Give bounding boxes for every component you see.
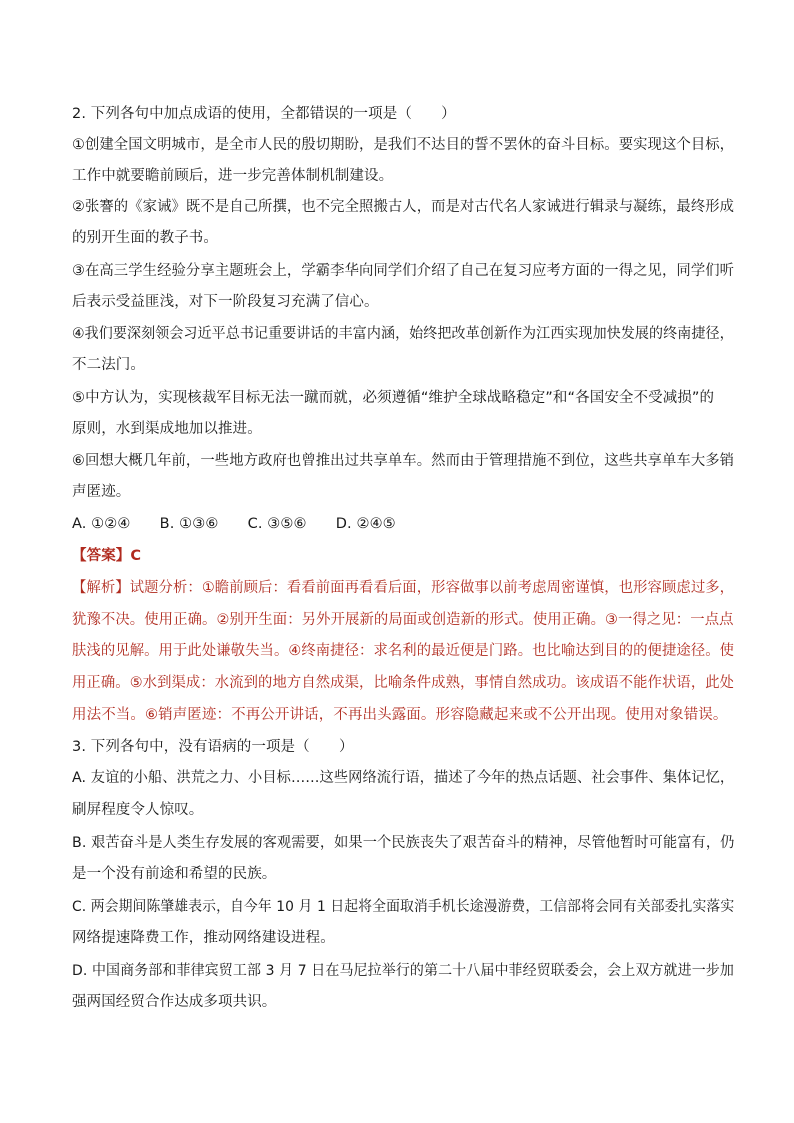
analysis-line-5: 用法不当。⑥销声匿迹：不再公开讲话，不再出头露面。形容隐藏起来或不公开出现。使用对象错误。 xyxy=(72,707,728,723)
question-2-stem: 2. 下列各句中加点成语的使用，全都错误的一项是（ ） xyxy=(72,106,456,122)
option-c-line-1: C. 两会期间陈肇雄表示，自今年 10 月 1 日起将全面取消手机长途漫游费，工信部将会同有关部委扎实落实 xyxy=(72,899,735,915)
sentence-6-line-2: 声匿迹。 xyxy=(72,484,131,500)
option-d-line-2: 强两国经贸合作达成多项共识。 xyxy=(72,994,277,1010)
option-c-line-2: 网络提速降费工作，推动网络建设进程。 xyxy=(72,930,335,946)
analysis-line-4: 用正确。⑤水到渠成：水流到的地方自然成渠，比喻条件成熟，事情自然成功。该成语不能作状语，此处 xyxy=(72,675,735,691)
answer-options: A. ①②④ B. ①③⑥ C. ③⑤⑥ D. ②④⑤ xyxy=(72,516,396,532)
analysis-line-2: 犹豫不决。使用正确。②别开生面：另外开展新的局面或创造新的形式。使用正确。③一得之见：一点点 xyxy=(72,612,734,628)
sentence-1-line-2: 工作中就要瞻前顾后，进一步完善体制机制建设。 xyxy=(72,168,394,184)
sentence-2-line-1: ②张謇的《家诫》既不是自己所撰，也不完全照搬古人，而是对古代名人家诫进行辑录与凝练，最终形成 xyxy=(72,199,735,215)
sentence-5-line-2: 原则，水到渠成地加以推进。 xyxy=(72,421,262,437)
sentence-3-line-1: ③在高三学生经验分享主题班会上，学霸李华向同学们介绍了自己在复习应考方面的一得之见，同学们听 xyxy=(72,263,735,279)
sentence-4-line-2: 不二法门。 xyxy=(72,357,145,373)
analysis-line-1: 【解析】试题分析：①瞻前顾后：看看前面再看看后面，形容做事以前考虑周密谨慎，也形容顾虑过多， xyxy=(72,580,735,596)
analysis-line-3: 肤浅的见解。用于此处谦敬失当。④终南捷径：求名利的最近便是门路。也比喻达到目的的便捷途径。使 xyxy=(72,643,735,659)
sentence-1-line-1: ①创建全国文明城市，是全市人民的殷切期盼，是我们不达目的誓不罢休的奋斗目标。要实现这个目标， xyxy=(72,137,735,153)
option-a-line-1: A. 友谊的小船、洪荒之力、小目标……这些网络流行语，描述了今年的热点话题、社会事件、集体记忆， xyxy=(72,770,735,786)
sentence-3-line-2: 后表示受益匪浅，对下一阶段复习充满了信心。 xyxy=(72,294,379,310)
sentence-5-line-1: ⑤中方认为，实现核裁军目标无法一蹴而就，必须遵循“维护全球战略稳定”和“各国安全不受减损”的 xyxy=(72,390,715,406)
option-b-line-2: 是一个没有前途和希望的民族。 xyxy=(72,866,277,882)
sentence-6-line-1: ⑥回想大概几年前，一些地方政府也曾推出过共享单车。然而由于管理措施不到位，这些共享单车大多销 xyxy=(72,453,735,469)
answer-label: 【答案】C xyxy=(72,548,142,564)
option-a-line-2: 刷屏程度令人惊叹。 xyxy=(72,802,204,818)
question-3-stem: 3. 下列各句中，没有语病的一项是（ ） xyxy=(72,739,354,755)
sentence-2-line-2: 的别开生面的教子书。 xyxy=(72,230,218,246)
option-d-line-1: D. 中国商务部和菲律宾贸工部 3 月 7 日在马尼拉举行的第二十八届中菲经贸联委会，会上双方就进一步加 xyxy=(72,963,734,979)
sentence-4-line-1: ④我们要深刻领会习近平总书记重要讲话的丰富内涵，始终把改革创新作为江西实现加快发展的终南捷径， xyxy=(72,326,734,342)
option-b-line-1: B. 艰苦奋斗是人类生存发展的客观需要，如果一个民族丧失了艰苦奋斗的精神，尽管他暂时可能富有，仍 xyxy=(72,835,735,851)
